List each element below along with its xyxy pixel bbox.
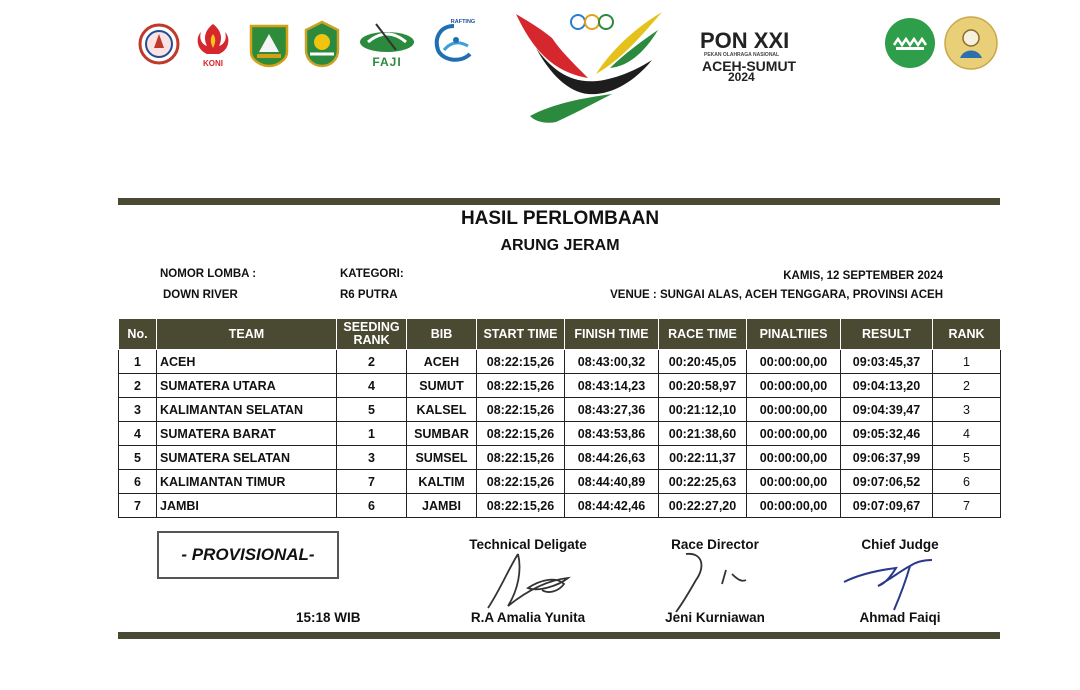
pon-year: 2024 (728, 70, 755, 84)
pon-emblem (512, 8, 668, 124)
cell-result: 09:07:09,67 (841, 494, 933, 518)
bottom-divider (118, 632, 1000, 639)
provisional-stamp: - PROVISIONAL- (157, 531, 339, 579)
rafting-label: RAFTING (450, 19, 476, 25)
cell-no: 2 (119, 374, 157, 398)
header-team: TEAM (157, 319, 337, 350)
cell-finish: 08:43:00,32 (565, 350, 659, 374)
mascot-logo (944, 16, 998, 70)
table-row (119, 350, 1001, 374)
header-race-time: RACE TIME (659, 319, 747, 350)
cell-penalties: 00:00:00,00 (747, 470, 841, 494)
cell-rank: 2 (933, 374, 1001, 398)
table-row (119, 494, 1001, 518)
chief-judge-name: Ahmad Faiqi (859, 610, 941, 625)
cell-no: 1 (119, 350, 157, 374)
cell-bib: SUMSEL (407, 446, 477, 470)
cell-penalties: 00:00:00,00 (747, 422, 841, 446)
cell-rank: 4 (933, 422, 1001, 446)
header-seeding-rank: SEEDING RANK (337, 319, 407, 350)
cell-no: 4 (119, 422, 157, 446)
cell-start: 08:22:15,26 (477, 446, 565, 470)
header-no: No. (119, 319, 157, 350)
cell-no: 6 (119, 470, 157, 494)
cell-team: KALIMANTAN SELATAN (157, 398, 337, 422)
technical-delegate-name: R.A Amalia Yunita (470, 610, 586, 625)
table-row (119, 470, 1001, 494)
chief-judge-signature (840, 552, 940, 612)
header-result: RESULT (841, 319, 933, 350)
cell-team: KALIMANTAN TIMUR (157, 470, 337, 494)
aceh-logo (247, 22, 291, 68)
event-date: KAMIS, 12 SEPTEMBER 2024 (783, 270, 943, 282)
cell-finish: 08:44:26,63 (565, 446, 659, 470)
race-director-name: Jeni Kurniawan (665, 610, 765, 625)
cell-start: 08:22:15,26 (477, 422, 565, 446)
cell-seeding: 3 (337, 446, 407, 470)
cell-race: 00:22:25,63 (659, 470, 747, 494)
cell-team: SUMATERA SELATAN (157, 446, 337, 470)
nomor-lomba-label: NOMOR LOMBA : (160, 268, 257, 280)
koni-logo (193, 22, 233, 58)
cell-penalties: 00:00:00,00 (747, 494, 841, 518)
top-divider (118, 198, 1000, 205)
cell-result: 09:06:37,99 (841, 446, 933, 470)
cell-finish: 08:43:14,23 (565, 374, 659, 398)
cell-start: 08:22:15,26 (477, 494, 565, 518)
nomor-lomba-value: DOWN RIVER (163, 289, 238, 301)
cell-bib: SUMUT (407, 374, 477, 398)
kemenpora-logo (138, 22, 180, 66)
cell-seeding: 6 (337, 494, 407, 518)
cell-result: 09:03:45,37 (841, 350, 933, 374)
table-row (119, 374, 1001, 398)
cell-penalties: 00:00:00,00 (747, 446, 841, 470)
cell-penalties: 00:00:00,00 (747, 350, 841, 374)
cell-team: SUMATERA UTARA (157, 374, 337, 398)
cell-rank: 3 (933, 398, 1001, 422)
cell-finish: 08:43:53,86 (565, 422, 659, 446)
cell-penalties: 00:00:00,00 (747, 374, 841, 398)
cell-start: 08:22:15,26 (477, 398, 565, 422)
cell-seeding: 2 (337, 350, 407, 374)
cell-rank: 6 (933, 470, 1001, 494)
faji-logo (358, 22, 416, 54)
kategori-value: R6 PUTRA (340, 289, 398, 301)
race-director-signature (656, 550, 766, 616)
cell-finish: 08:44:40,89 (565, 470, 659, 494)
race-director-role: Race Director (671, 537, 759, 552)
venue: VENUE : SUNGAI ALAS, ACEH TENGGARA, PROVINSI ACEH (610, 289, 943, 301)
koni-label: KONI (203, 59, 223, 68)
cell-no: 3 (119, 398, 157, 422)
cell-result: 09:04:39,47 (841, 398, 933, 422)
technical-delegate-signature (478, 550, 588, 616)
cell-penalties: 00:00:00,00 (747, 398, 841, 422)
technical-delegate-role: Technical Deligate (469, 537, 587, 552)
header-start-time: START TIME (477, 319, 565, 350)
cell-start: 08:22:15,26 (477, 470, 565, 494)
pon-title: PON XXI (700, 28, 790, 53)
rafting-logo (430, 20, 478, 66)
cell-bib: JAMBI (407, 494, 477, 518)
table-row (119, 398, 1001, 422)
cell-start: 08:22:15,26 (477, 374, 565, 398)
table-row (119, 422, 1001, 446)
pon-region: ACEH-SUMUT (702, 58, 797, 74)
cell-bib: SUMBAR (407, 422, 477, 446)
green-round-logo (884, 17, 936, 69)
cell-bib: KALSEL (407, 398, 477, 422)
table-row (119, 446, 1001, 470)
cell-rank: 1 (933, 350, 1001, 374)
cell-seeding: 1 (337, 422, 407, 446)
cell-race: 00:21:38,60 (659, 422, 747, 446)
cell-rank: 5 (933, 446, 1001, 470)
header-bib: BIB (407, 319, 477, 350)
cell-no: 7 (119, 494, 157, 518)
cell-start: 08:22:15,26 (477, 350, 565, 374)
cell-race: 00:21:12,10 (659, 398, 747, 422)
cell-seeding: 7 (337, 470, 407, 494)
cell-race: 00:22:11,37 (659, 446, 747, 470)
cell-result: 09:07:06,52 (841, 470, 933, 494)
cell-seeding: 4 (337, 374, 407, 398)
cell-result: 09:04:13,20 (841, 374, 933, 398)
cell-finish: 08:43:27,36 (565, 398, 659, 422)
cell-team: ACEH (157, 350, 337, 374)
cell-result: 09:05:32,46 (841, 422, 933, 446)
header-rank: RANK (933, 319, 1001, 350)
cell-race: 00:22:27,20 (659, 494, 747, 518)
cell-race: 00:20:45,05 (659, 350, 747, 374)
table-header-row (119, 319, 1001, 350)
cell-bib: KALTIM (407, 470, 477, 494)
faji-label: FAJI (372, 55, 402, 69)
cell-race: 00:20:58,97 (659, 374, 747, 398)
sumut-logo (302, 20, 342, 68)
cell-team: JAMBI (157, 494, 337, 518)
cell-finish: 08:44:42,46 (565, 494, 659, 518)
cell-bib: ACEH (407, 350, 477, 374)
header-finish-time: FINISH TIME (565, 319, 659, 350)
cell-rank: 7 (933, 494, 1001, 518)
header-penalties: PINALTIIES (747, 319, 841, 350)
page-title: HASIL PERLOMBAAN (460, 208, 660, 229)
issued-time: 15:18 WIB (296, 610, 361, 625)
results-table (118, 318, 1001, 518)
page-subtitle: ARUNG JERAM (500, 237, 620, 254)
kategori-label: KATEGORI: (340, 268, 404, 280)
cell-seeding: 5 (337, 398, 407, 422)
pon-subtitle: PEKAN OLAHRAGA NASIONAL (704, 52, 780, 58)
chief-judge-role: Chief Judge (861, 537, 939, 552)
cell-no: 5 (119, 446, 157, 470)
cell-team: SUMATERA BARAT (157, 422, 337, 446)
